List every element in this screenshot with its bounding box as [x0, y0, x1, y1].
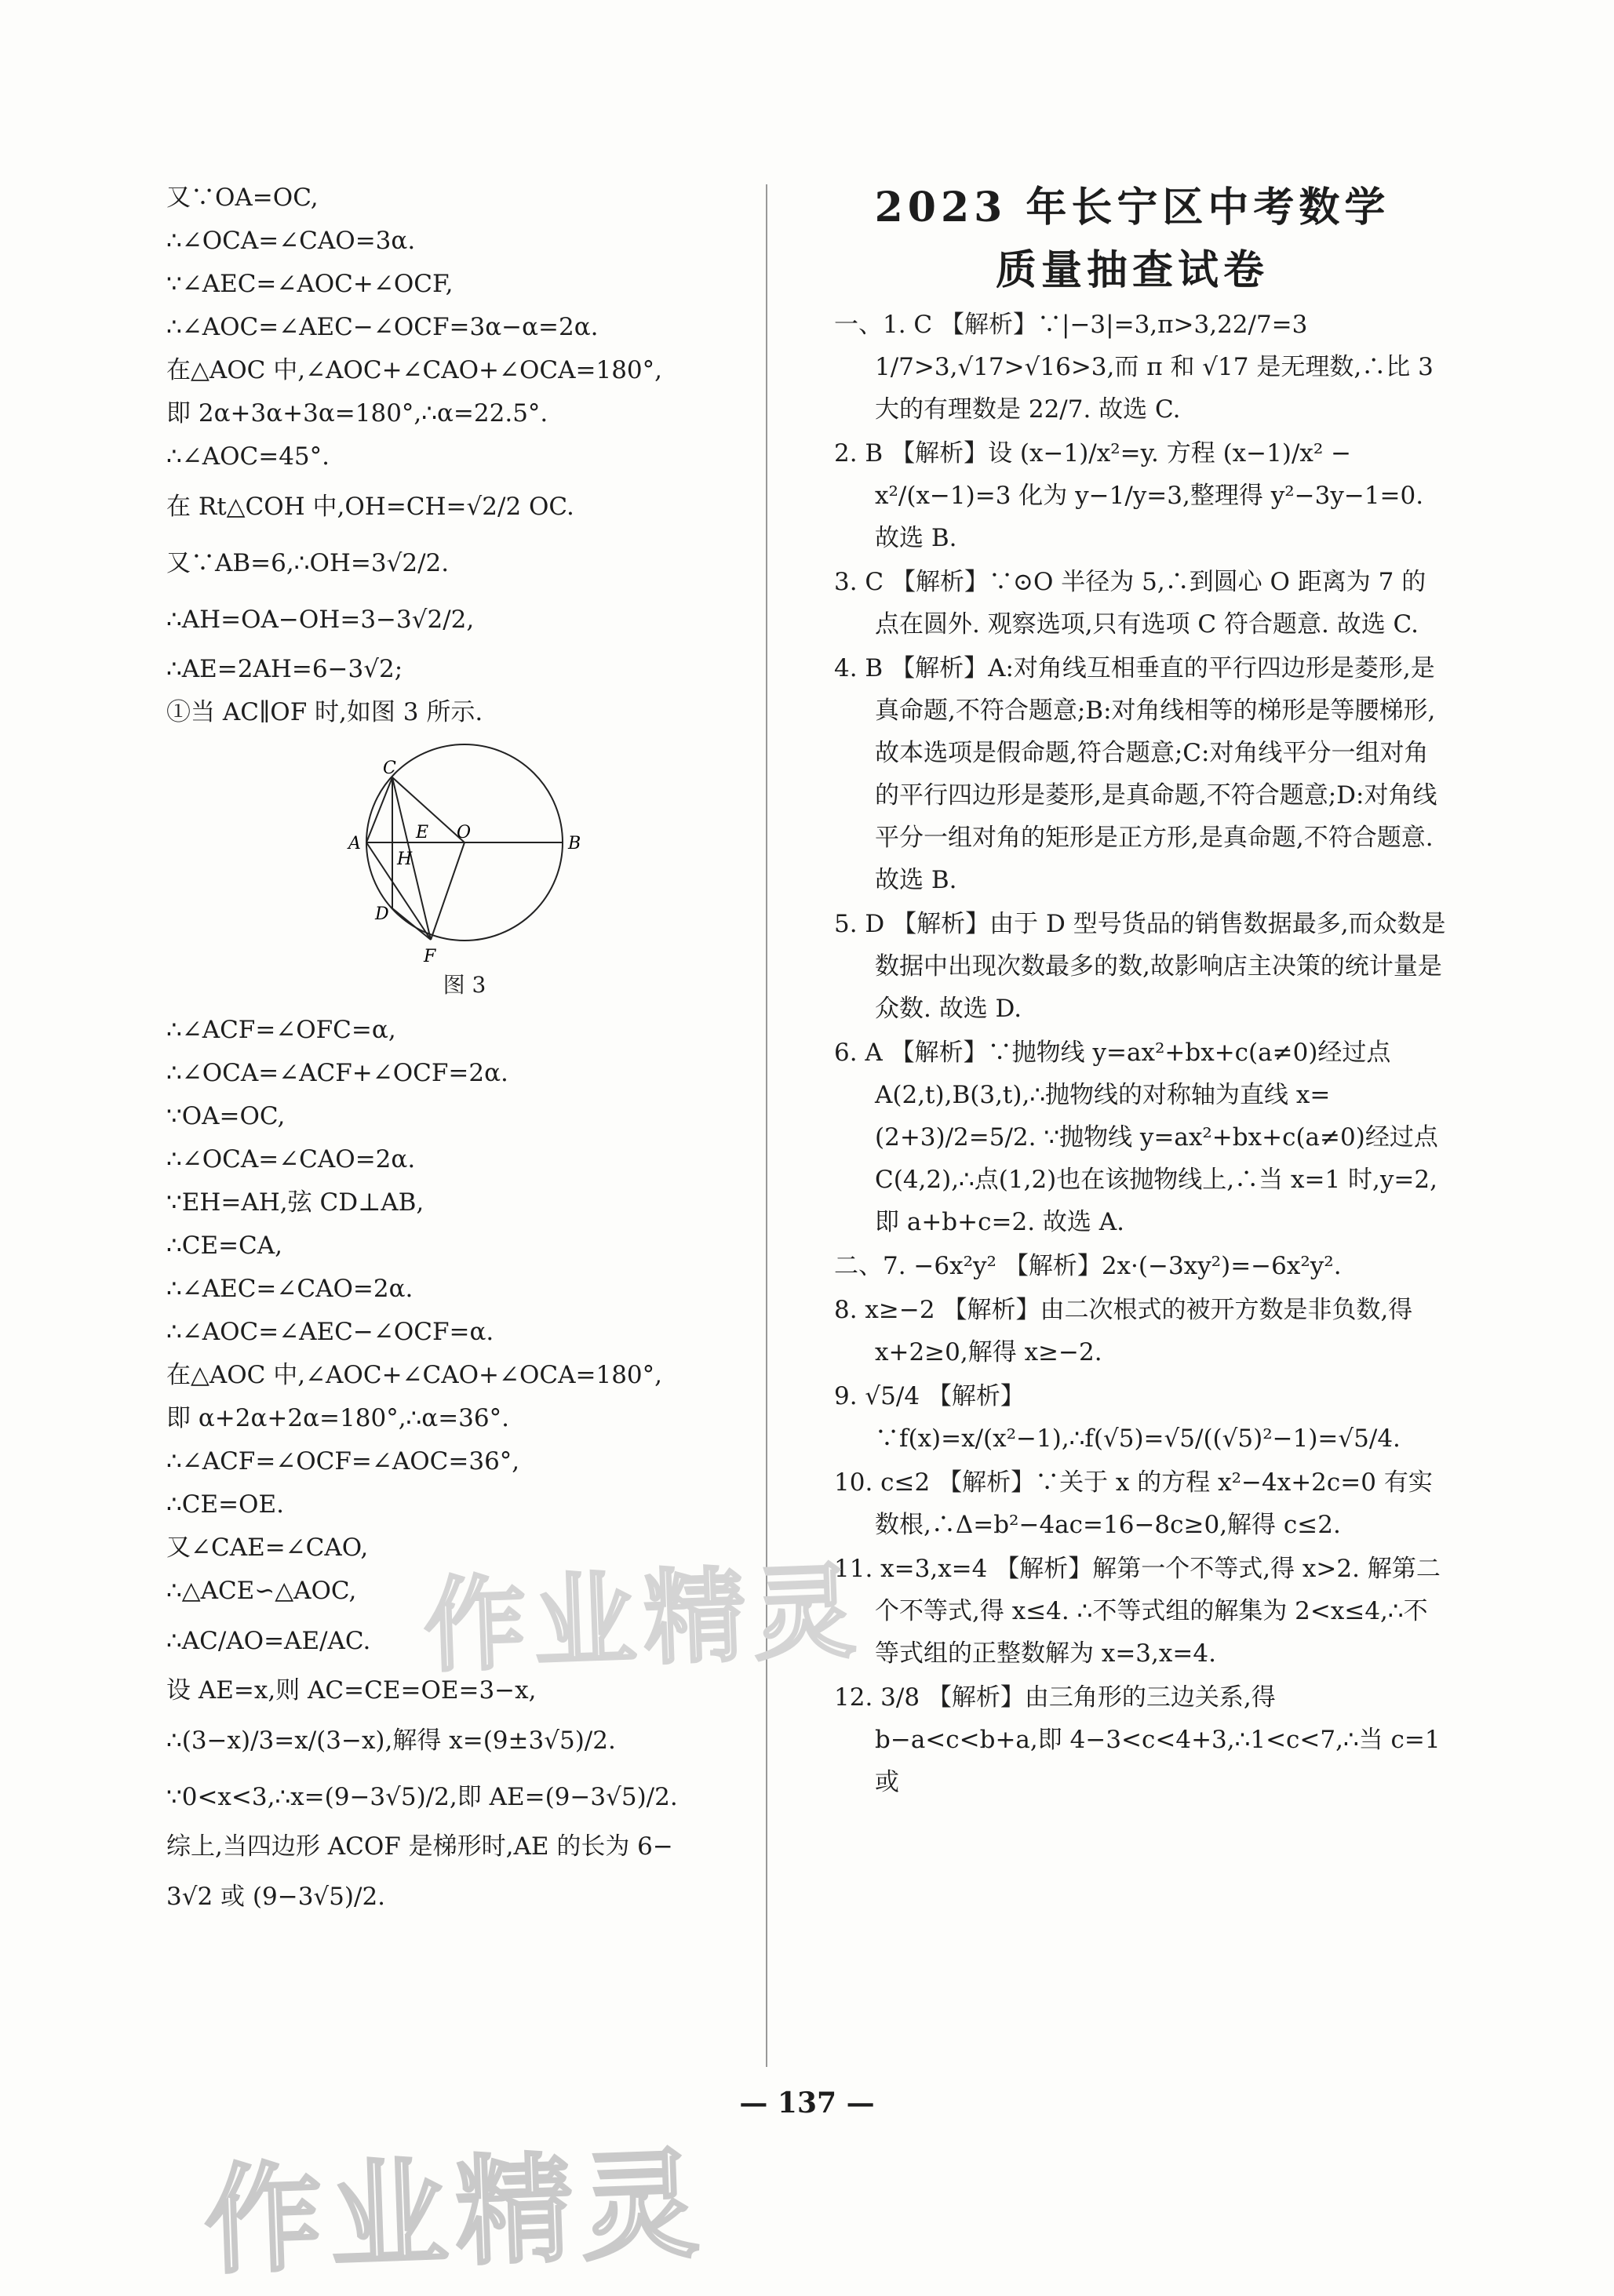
circle-diagram [331, 742, 598, 970]
segment-of [431, 842, 465, 940]
text-line: 即 α+2α+2α=180°,∴α=36°. [166, 1404, 509, 1432]
text-line: 在△AOC 中,∠AOC+∠CAO+∠OCA=180°, [166, 356, 663, 384]
exam-title: 2023 年长宁区中考数学 [874, 184, 1390, 231]
answer-item: 二、7. −6x²y² 【解析】2x·(−3xy²)=−6x²y². [834, 1252, 1342, 1280]
text-line: ∴∠OCA=∠CAO=2α. [166, 1145, 416, 1173]
figure-caption: 图 3 [443, 972, 486, 998]
text-line: ∴∠ACF=∠OFC=α, [166, 1016, 396, 1044]
text-line: 3√2 或 (9−3√5)/2. [166, 1883, 386, 1911]
answer-item: 9. √5/4 【解析】∵f(x)=x/(x²−1),∴f(√5)=√5/((√5)²−1)=√5/4. [834, 1382, 1401, 1453]
answer-item: 11. x=3,x=4 【解析】解第一个不等式,得 x>2. 解第二个不等式,得 x≤4. ∴不等式组的解集为 2<x≤4,∴不等式组的正整数解为 x=3,x=4. [834, 1555, 1441, 1668]
point-label-a: A [348, 834, 361, 853]
point-label-o: O [457, 823, 472, 842]
answer-item: 2. B 【解析】设 (x−1)/x²=y. 方程 (x−1)/x² − x²/(x−1)=3 化为 y−1/y=3,整理得 y²−3y−1=0. 故选 B. [834, 439, 1424, 552]
answer-item: 4. B 【解析】A:对角线互相垂直的平行四边形是菱形,是真命题,不符合题意;B:对角线相等的梯形是等腰梯形,故本选项是假命题,符合题意;C:对角线平分一组对角的平行四边形是菱形,是真命题,不符合题意;D:对角线平分一组对角的矩形是正方形,是真命题,不符合题意. 故选 B. [834, 654, 1437, 894]
text-line: ①当 AC∥OF 时,如图 3 所示. [166, 698, 483, 726]
text-line: ∴∠OCA=∠CAO=3α. [166, 227, 416, 255]
text-line: ∵OA=OC, [166, 1102, 286, 1130]
geometry-figure-3 [166, 742, 763, 1001]
text-line: ∵EH=AH,弦 CD⊥AB, [166, 1188, 424, 1217]
point-label-h: H [397, 850, 413, 869]
text-line: ∴∠AOC=45°. [166, 442, 330, 471]
text-line: ∴CE=CA, [166, 1232, 283, 1260]
text-line: 又∠CAE=∠CAO, [166, 1534, 369, 1562]
answer-item: 10. c≤2 【解析】∵关于 x 的方程 x²−4x+2c=0 有实数根,∴Δ=b²−4ac=16−8c≥0,解得 c≤2. [834, 1468, 1433, 1539]
text-line: 在 Rt△COH 中,OH=CH=√2/2 OC. [166, 493, 574, 521]
text-line: ∴∠AEC=∠CAO=2α. [166, 1275, 414, 1303]
text-line: 综上,当四边形 ACOF 是梯形时,AE 的长为 6− [166, 1832, 673, 1861]
answer-item: 8. x≥−2 【解析】由二次根式的被开方数是非负数,得 x+2≥0,解得 x≥−2. [834, 1296, 1413, 1366]
right-column [834, 176, 1446, 1805]
text-line: ∴AC/AO=AE/AC. [166, 1627, 371, 1655]
answer-item: 5. D 【解析】由于 D 型号货品的销售数据最多,而众数是数据中出现次数最多的数,故影响店主决策的统计量是众数. 故选 D. [834, 910, 1446, 1023]
answer-item: 12. 3/8 【解析】由三角形的三边关系,得 b−a<c<b+a,即 4−3<c<4+3,∴1<c<7,∴当 c=1 或 [834, 1683, 1441, 1796]
point-label-d: D [375, 904, 389, 924]
text-line: 即 2α+3α+3α=180°,∴α=22.5°. [166, 399, 548, 428]
text-line: ∴∠ACF=∠OCF=∠AOC=36°, [166, 1447, 520, 1475]
text-line: 又∵AB=6,∴OH=3√2/2. [166, 549, 450, 577]
answer-item: 6. A 【解析】∵抛物线 y=ax²+bx+c(a≠0)经过点 A(2,t),B(3,t),∴抛物线的对称轴为直线 x=(2+3)/2=5/2. ∵抛物线 y=ax²+bx+c(a≠0)经过点 C(4,2),∴点(1,2)也在该抛物线上,∴当 x=1 时,y=2,即 a+b+c=2. 故选 A. [834, 1039, 1438, 1236]
point-label-b: B [568, 834, 581, 853]
text-line: 在△AOC 中,∠AOC+∠CAO+∠OCA=180°, [166, 1361, 663, 1389]
text-line: ∵∠AEC=∠AOC+∠OCF, [166, 270, 454, 298]
point-label-e: E [416, 823, 429, 842]
point-label-c: C [383, 759, 396, 778]
text-line: ∴AE=2AH=6−3√2; [166, 655, 403, 683]
answer-item: 3. C 【解析】∵⊙O 半径为 5,∴到圆心 O 距离为 7 的点在圆外. 观察选项,只有选项 C 符合题意. 故选 C. [834, 568, 1426, 639]
text-line: ∴∠OCA=∠ACF+∠OCF=2α. [166, 1059, 508, 1087]
page-number: — 137 — [739, 2087, 875, 2120]
text-line: ∴CE=OE. [166, 1490, 284, 1519]
text-line: ∴(3−x)/3=x/(3−x),解得 x=(9±3√5)/2. [166, 1727, 616, 1755]
text-line: ∴∠AOC=∠AEC−∠OCF=3α−α=2α. [166, 313, 599, 341]
point-label-f: F [424, 947, 436, 966]
text-line: ∴AH=OA−OH=3−3√2/2, [166, 606, 475, 634]
exam-subtitle: 质量抽查试卷 [995, 246, 1269, 294]
watermark-mid: 作业精灵 [421, 1552, 865, 1687]
segment-ca [366, 777, 392, 842]
column-divider [766, 184, 767, 2067]
text-line: ∵0<x<3,∴x=(9−3√5)/2,即 AE=(9−3√5)/2. [166, 1783, 678, 1811]
text-line: 又∵OA=OC, [166, 184, 319, 212]
text-line: 设 AE=x,则 AC=CE=OE=3−x, [166, 1676, 537, 1705]
watermark-bottom: 作业精灵 [202, 2136, 709, 2291]
text-line: ∴∠AOC=∠AEC−∠OCF=α. [166, 1318, 494, 1346]
text-line: ∴△ACE∽△AOC, [166, 1577, 357, 1605]
answer-item: 一、1. C 【解析】∵|−3|=3,π>3,22/7=3 1/7>3,√17>√16>3,而 π 和 √17 是无理数,∴比 3 大的有理数是 22/7. 故选 C. [834, 311, 1434, 424]
